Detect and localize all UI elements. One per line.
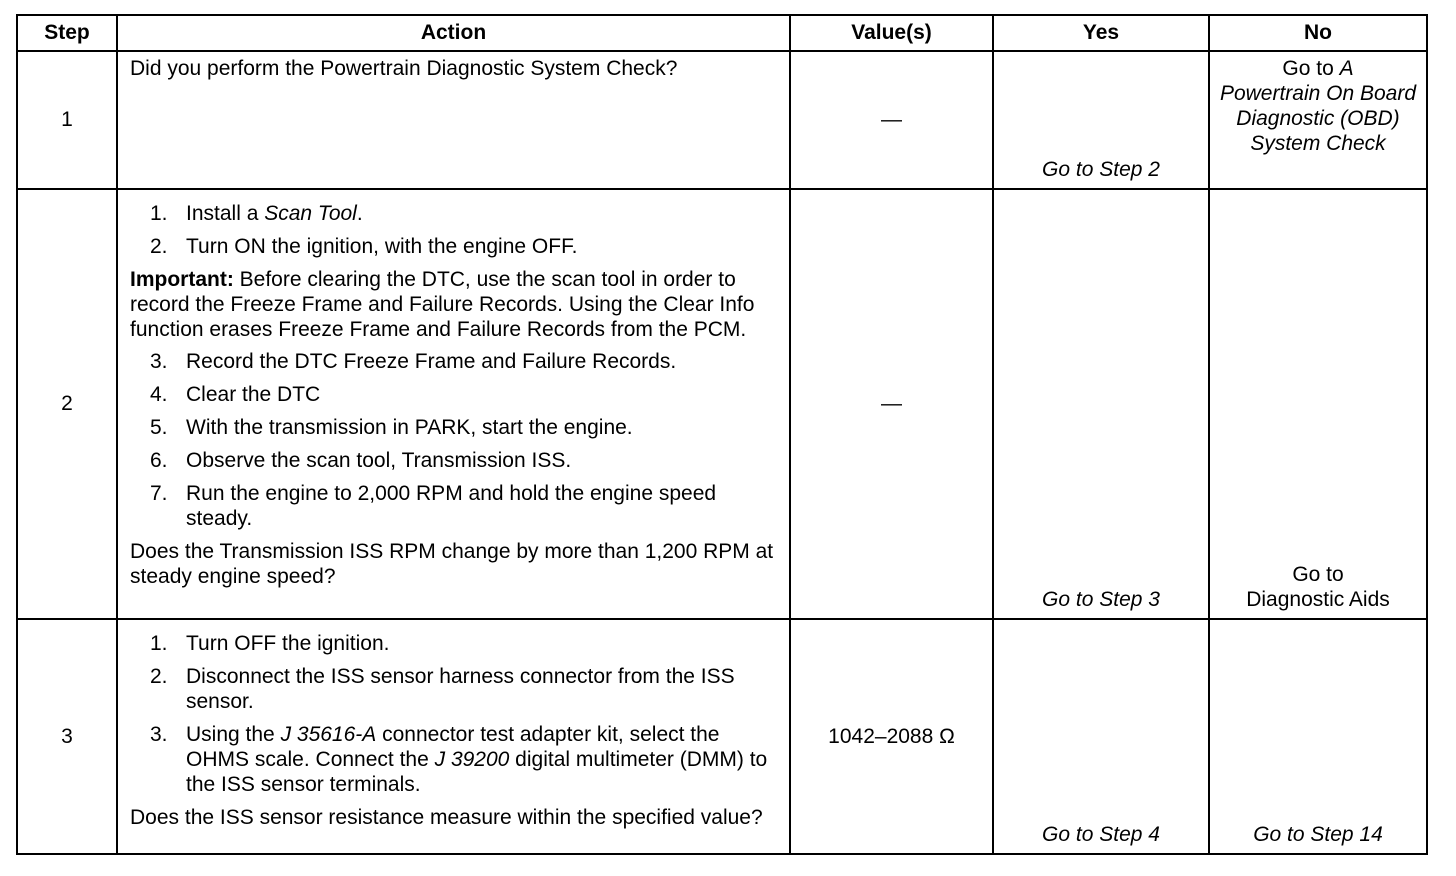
table-row [17, 51, 1427, 189]
item-text: digital multimeter (DMM) to the ISS sensor terminals. [186, 748, 768, 796]
table-row [17, 189, 1427, 619]
header-row [17, 15, 1427, 51]
item-number: 3. [150, 723, 168, 746]
yes-link[interactable]: Go to Step 3 [1042, 588, 1160, 611]
yes-link[interactable]: Go to Step 4 [1042, 823, 1160, 846]
header-action: Action [117, 15, 790, 51]
item-text: Turn OFF the ignition. [186, 632, 390, 655]
yes-link[interactable]: Go to Step 2 [1042, 158, 1160, 181]
list-item [130, 382, 777, 407]
item-text: Run the engine to 2,000 RPM and hold the engine speed steady. [186, 482, 717, 530]
item-text: Disconnect the ISS sensor harness connector from the ISS sensor. [186, 665, 735, 713]
item-text: Install a [186, 202, 265, 225]
item-number: 4. [150, 383, 168, 406]
list-item [130, 722, 777, 797]
table-row [17, 619, 1427, 854]
item-text: Observe the scan tool, Transmission ISS. [186, 449, 572, 472]
yes-cell [993, 51, 1209, 189]
value-text: — [881, 392, 902, 415]
list-item [130, 664, 777, 714]
item-text: . [356, 202, 363, 225]
list-item [130, 349, 777, 374]
no-link[interactable]: Go to Step 14 [1253, 823, 1383, 846]
value-cell [790, 189, 993, 619]
item-number: 7. [150, 482, 168, 505]
list-item [130, 415, 777, 440]
item-text: Clear the DTC [186, 383, 321, 406]
action-cell [117, 51, 790, 189]
header-step: Step [17, 15, 117, 51]
action-question: Does the ISS sensor resistance measure within the specified value? [130, 806, 763, 829]
value-text: — [881, 108, 902, 131]
item-number: 5. [150, 416, 168, 439]
step-number: 1 [17, 51, 117, 189]
value-text: 1042–2088 Ω [828, 724, 955, 748]
item-number: 6. [150, 449, 168, 472]
important-text: Before clearing the DTC, use the scan tool in order to record the Freeze Frame and Failure Records. Using the Clear Info function erases Freeze Frame and Failure Records from the PCM. [130, 268, 755, 341]
no-link-part2[interactable]: Powertrain On Board Diagnostic (OBD) System Check [1219, 82, 1417, 155]
important-note [130, 267, 777, 342]
list-item [130, 481, 777, 531]
item-number: 1. [150, 632, 168, 655]
no-prefix: Go to [1282, 57, 1340, 80]
item-text: Turn ON the ignition, with the engine OFF. [186, 235, 578, 258]
header-values: Value(s) [790, 15, 993, 51]
no-link-part1[interactable]: A [1339, 57, 1354, 80]
list-item [130, 631, 777, 656]
action-question: Does the Transmission ISS RPM change by more than 1,200 RPM at steady engine speed? [130, 540, 774, 588]
important-label: Important: [130, 268, 234, 291]
header-yes: Yes [993, 15, 1209, 51]
list-item [130, 201, 777, 226]
header-no: No [1209, 15, 1427, 51]
no-cell [1209, 51, 1427, 189]
action-cell [117, 619, 790, 854]
list-item [130, 448, 777, 473]
tool-name: J 35616-A [280, 723, 377, 746]
item-text: Using the [186, 723, 281, 746]
item-text: Record the DTC Freeze Frame and Failure Records. [186, 350, 677, 373]
value-cell [790, 619, 993, 854]
no-cell [1209, 619, 1427, 854]
tool-name: Scan Tool [264, 202, 357, 225]
step-number: 3 [17, 619, 117, 854]
tool-name: J 39200 [434, 748, 510, 771]
diagnostic-table [16, 14, 1428, 855]
step-number: 2 [17, 189, 117, 619]
action-question: Did you perform the Powertrain Diagnostic System Check? [130, 57, 678, 80]
item-text: With the transmission in PARK, start the engine. [186, 416, 633, 439]
action-cell [117, 189, 790, 619]
item-number: 2. [150, 665, 168, 688]
no-cell [1209, 189, 1427, 619]
list-item [130, 234, 777, 259]
value-cell [790, 51, 993, 189]
item-number: 2. [150, 235, 168, 258]
item-number: 3. [150, 350, 168, 373]
no-prefix: Go to [1292, 563, 1344, 586]
item-text: connector test adapter kit, select the OHMS scale. Connect the [186, 723, 720, 771]
yes-cell [993, 189, 1209, 619]
yes-cell [993, 619, 1209, 854]
no-link[interactable]: Diagnostic Aids [1246, 588, 1390, 611]
item-number: 1. [150, 202, 168, 225]
